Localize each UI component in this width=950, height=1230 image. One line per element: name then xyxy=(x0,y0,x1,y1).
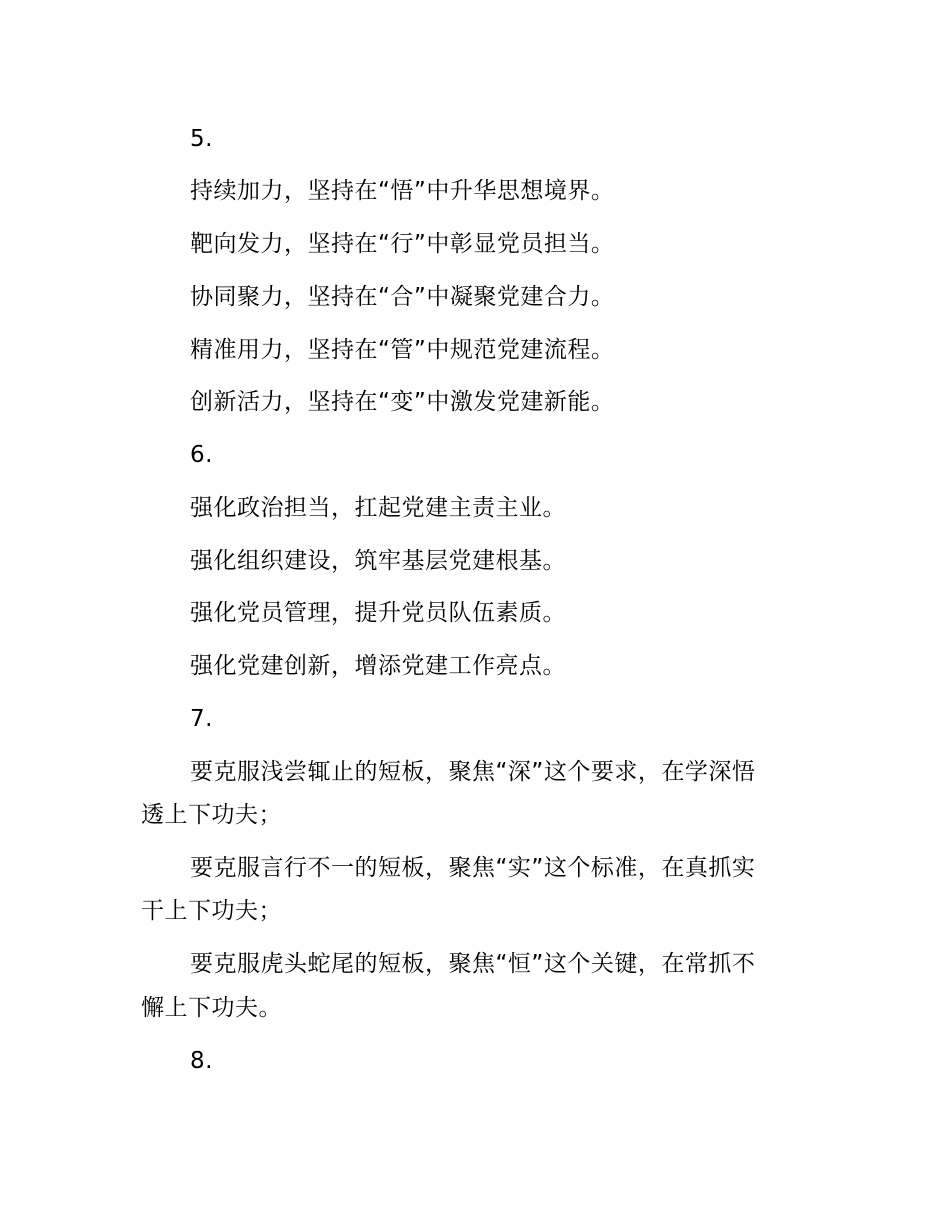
section-number-5: 5. xyxy=(190,126,213,152)
paragraph: 强化政治担当，扛起党建主责主业。 xyxy=(190,495,566,521)
paragraph: 强化组织建设，筑牢基层党建根基。 xyxy=(190,548,566,574)
paragraph: 精准用力，坚持在“管”中规范党建流程。 xyxy=(190,337,615,363)
paragraph-line: 要克服言行不一的短板，聚焦“实”这个标准，在真抓实 xyxy=(190,855,756,881)
section-number-7: 7. xyxy=(190,706,213,732)
paragraph-line: 干上下功夫； xyxy=(141,898,282,924)
paragraph: 持续加力，坚持在“悟”中升华思想境界。 xyxy=(190,178,615,204)
paragraph: 靶向发力，坚持在“行”中彰显党员担当。 xyxy=(190,231,615,257)
paragraph: 强化党员管理，提升党员队伍素质。 xyxy=(190,600,566,626)
paragraph: 协同聚力，坚持在“合”中凝聚党建合力。 xyxy=(190,284,615,310)
section-number-8: 8. xyxy=(190,1048,213,1074)
paragraph-line: 要克服浅尝辄止的短板，聚焦“深”这个要求，在学深悟 xyxy=(190,759,756,785)
paragraph-line: 透上下功夫； xyxy=(141,802,282,828)
paragraph-line: 懈上下功夫。 xyxy=(141,995,282,1021)
paragraph: 创新活力，坚持在“变”中激发党建新能。 xyxy=(190,389,615,415)
section-number-6: 6. xyxy=(190,442,213,468)
paragraph: 强化党建创新，增添党建工作亮点。 xyxy=(190,653,566,679)
paragraph-line: 要克服虎头蛇尾的短板，聚焦“恒”这个关键，在常抓不 xyxy=(190,951,756,977)
